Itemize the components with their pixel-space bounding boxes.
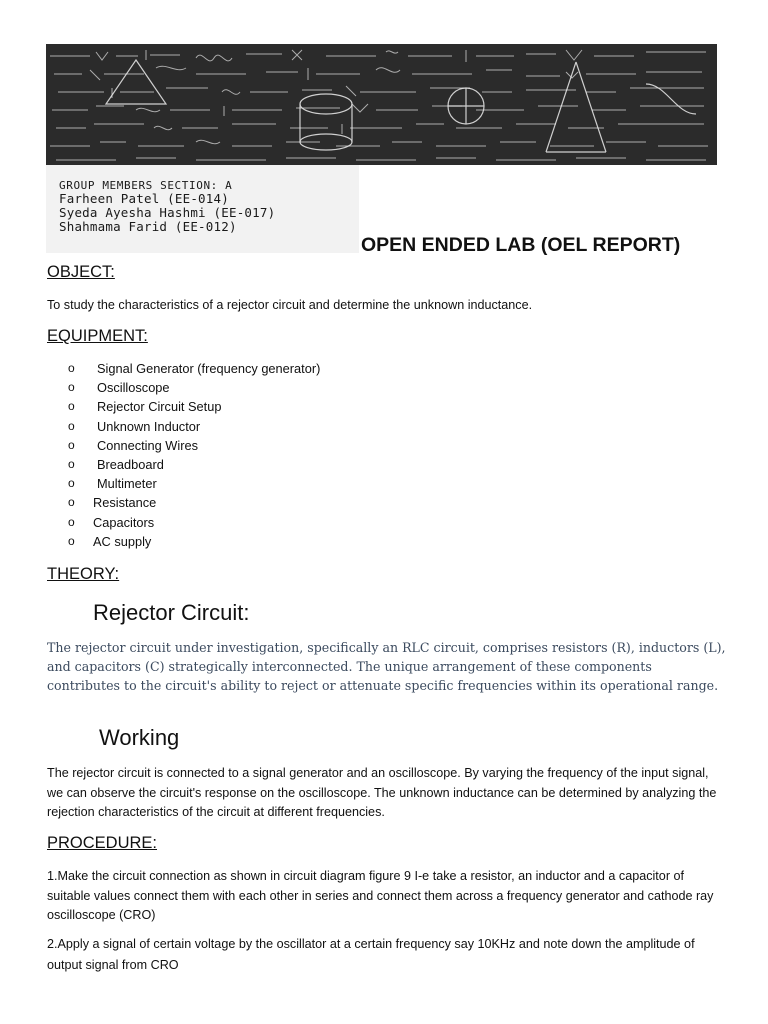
equipment-item-label: Oscilloscope <box>97 380 170 396</box>
rejector-circuit-heading: Rejector Circuit: <box>93 600 250 625</box>
procedure-step-1: 1.Make the circuit connection as shown in circuit diagram figure 9 I-e take a resistor, an inductor and a capacitor of suitable values connect them with each other in series and connect them across a frequency generator and cathode ray oscilloscope (CRO) <box>47 869 714 922</box>
equipment-item-label: Breadboard <box>97 456 164 472</box>
group-member-2: Syeda Ayesha Hashmi (EE-017) <box>59 205 276 220</box>
math-chalkboard-banner <box>46 44 717 165</box>
bullet-marker: o <box>68 437 75 452</box>
equipment-heading: EQUIPMENT: <box>47 327 148 345</box>
working-text: The rejector circuit is connected to a signal generator and an oscilloscope. By varying the frequency of the input signal, we can observe the circuit's response on the oscilloscope. The unknown inductance can be determined by analyzing the rejection characteristics of the circuit at different frequencies. <box>47 766 717 819</box>
bullet-marker: o <box>68 361 75 375</box>
bullet-marker: o <box>68 533 75 548</box>
working-heading: Working <box>99 725 180 750</box>
group-members-box <box>46 165 359 253</box>
bullet-marker: o <box>68 495 75 510</box>
equipment-item-label: Resistance <box>93 495 157 511</box>
rejector-circuit-text: The rejector circuit under investigation, specifically an RLC circuit, comprises resistors (R), inductors (L), and capacitors (C) strategically interconnected. The unique arrangement of these components contributes to the circuit's ability to reject or attenuate specific frequencies within its operational range. <box>47 640 726 693</box>
chalkboard-illustration <box>46 44 717 165</box>
bullet-marker: o <box>68 476 75 491</box>
object-heading: OBJECT: <box>47 263 115 281</box>
bullet-marker: o <box>68 456 75 471</box>
bullet-marker: o <box>68 418 75 433</box>
equipment-item-label: AC supply <box>93 533 152 549</box>
equipment-item-label: Rejector Circuit Setup <box>97 399 222 415</box>
bullet-marker: o <box>68 380 75 395</box>
equipment-item-label: Unknown Inductor <box>97 418 201 434</box>
procedure-step-2: 2.Apply a signal of certain voltage by the oscillator at a certain frequency say 10KHz and note down the amplitude of output signal from CRO <box>47 937 695 972</box>
bullet-marker: o <box>68 399 75 414</box>
group-section-line: GROUP MEMBERS SECTION: A <box>59 179 233 192</box>
equipment-item-label: Capacitors <box>93 514 155 530</box>
group-member-3: Shahmama Farid (EE-012) <box>59 219 237 234</box>
group-member-1: Farheen Patel (EE-014) <box>59 191 229 206</box>
object-text: To study the characteristics of a rejector circuit and determine the unknown inductance. <box>47 298 533 312</box>
theory-heading: THEORY: <box>47 565 120 583</box>
bullet-marker: o <box>68 514 75 529</box>
equipment-item-label: Signal Generator (frequency generator) <box>97 361 321 376</box>
equipment-item-label: Multimeter <box>97 476 157 492</box>
report-title: OPEN ENDED LAB (OEL REPORT) <box>361 234 681 256</box>
procedure-heading: PROCEDURE: <box>47 834 158 852</box>
equipment-item-label: Connecting Wires <box>97 437 198 453</box>
